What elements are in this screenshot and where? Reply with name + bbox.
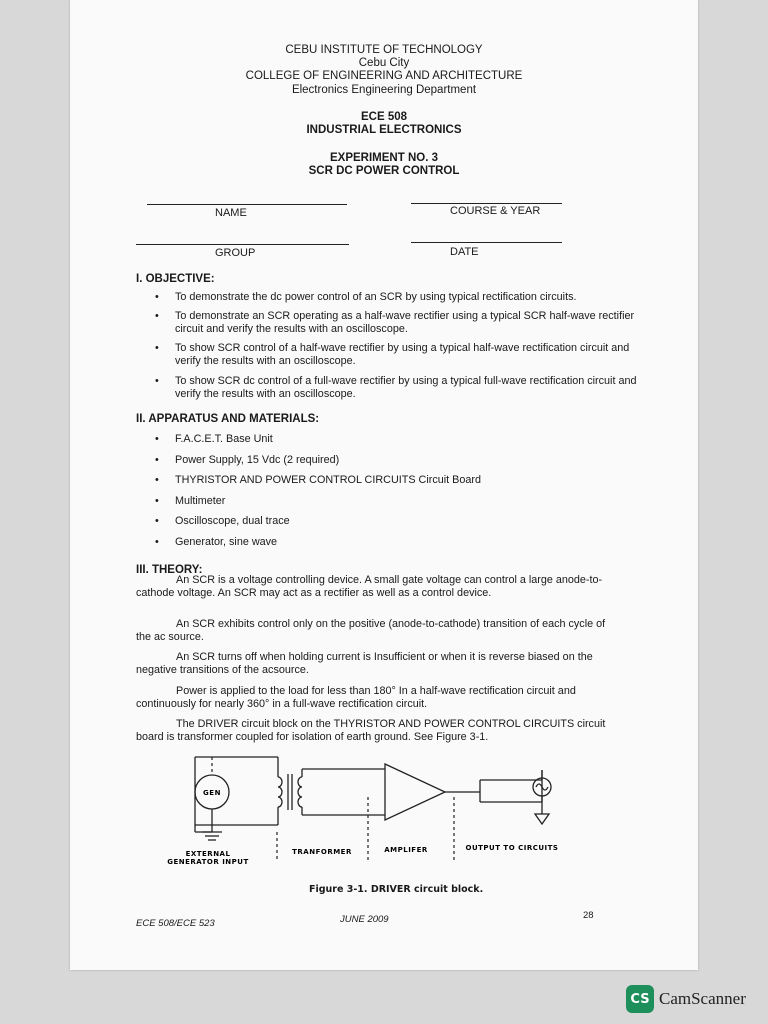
course-title: INDUSTRIAL ELECTRONICS <box>306 124 462 136</box>
bullet-icon: • <box>155 310 159 322</box>
theory-heading: III. THEORY: <box>136 564 203 576</box>
experiment-title: SCR DC POWER CONTROL <box>308 165 460 177</box>
figure-caption: Figure 3-1. DRIVER circuit block. <box>309 884 484 895</box>
transformer-label: TRANFORMER <box>292 848 352 856</box>
department-name: Electronics Engineering Department <box>291 84 477 96</box>
theory-paragraph: An SCR turns off when holding current is Insufficient or when it is reverse biased on the negative transitions of the acsource. <box>136 651 593 676</box>
course-year-label: COURSE & YEAR <box>450 205 541 217</box>
gen-label: GEN <box>203 789 221 797</box>
college-name: COLLEGE OF ENGINEERING AND ARCHITECTURE <box>245 70 523 82</box>
external-label: EXTERNAL <box>185 850 231 858</box>
experiment-number: EXPERIMENT NO. 3 <box>330 152 438 164</box>
bullet-icon: • <box>155 342 159 354</box>
name-label: NAME <box>215 207 247 219</box>
theory-paragraph: Power is applied to the load for less than 180° In a half-wave rectification circuit and continuously for nearly 360° in a full-wave rectification circuit. <box>136 685 576 710</box>
bullet-icon: • <box>155 375 159 387</box>
driver-circuit-diagram <box>150 752 600 877</box>
city-name: Cebu City <box>358 57 410 69</box>
apparatus-heading: II. APPARATUS AND MATERIALS: <box>136 413 320 425</box>
group-line[interactable] <box>136 244 349 245</box>
bullet-icon: • <box>155 454 159 466</box>
camscanner-logo-icon: CS <box>626 985 654 1013</box>
theory-paragraph: The DRIVER circuit block on the THYRISTOR AND POWER CONTROL CIRCUITS circuit board is transformer coupled for isolation of earth ground. See Figure 3-1. <box>136 718 606 743</box>
bullet-icon: • <box>155 536 159 548</box>
course-code: ECE 508 <box>360 111 408 123</box>
amplifier-label: AMPLIFER <box>384 846 428 854</box>
bullet-icon: • <box>155 433 159 445</box>
footer-date: JUNE 2009 <box>340 914 389 925</box>
bullet-icon: • <box>155 474 159 486</box>
bullet-icon: • <box>155 495 159 507</box>
page-number: 28 <box>583 910 594 921</box>
theory-paragraph: An SCR exhibits control only on the positive (anode-to-cathode) transition of each cycle of the ac source. <box>136 618 606 643</box>
date-label: DATE <box>450 246 479 258</box>
output-label: OUTPUT TO CIRCUITS <box>465 844 559 852</box>
date-line[interactable] <box>411 242 562 243</box>
bullet-icon: • <box>155 291 159 303</box>
bullet-icon: • <box>155 515 159 527</box>
course-year-line[interactable] <box>411 203 562 204</box>
group-label: GROUP <box>215 247 256 259</box>
footer-course: ECE 508/ECE 523 <box>136 918 215 929</box>
camscanner-watermark <box>626 985 746 1013</box>
camscanner-brand: CamScanner <box>659 989 746 1008</box>
objective-heading: I. OBJECTIVE: <box>136 273 215 285</box>
theory-paragraph: An SCR is a voltage controlling device. A small gate voltage can control a large anode-to-cathode voltage. An SCR may act as a rectifier as well as a control device. <box>136 574 603 599</box>
name-line[interactable] <box>147 204 347 205</box>
generator-input-label: GENERATOR INPUT <box>167 858 249 866</box>
institute-name: CEBU INSTITUTE OF TECHNOLOGY <box>285 44 483 56</box>
